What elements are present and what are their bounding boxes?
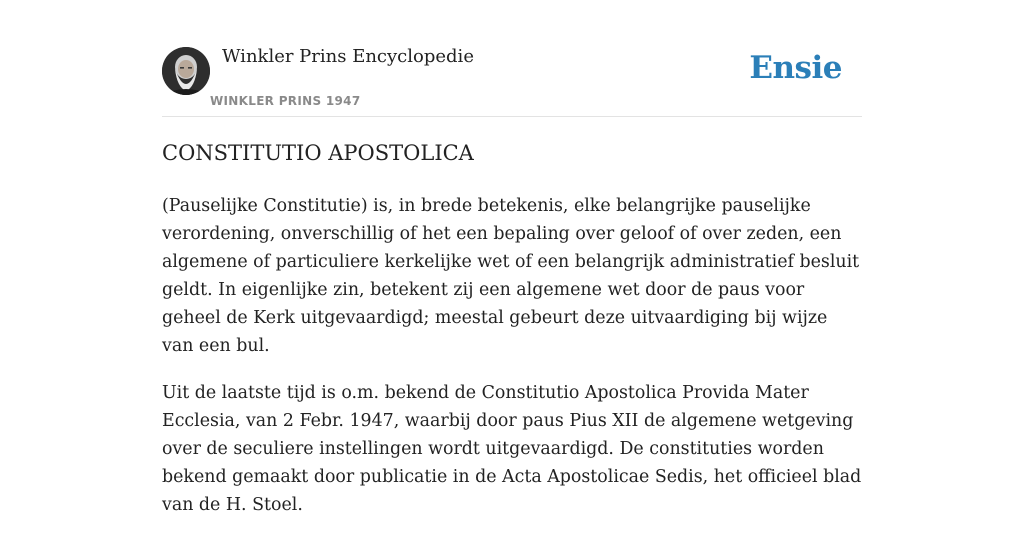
author-portrait-icon	[162, 47, 210, 95]
page	[162, 0, 862, 515]
article-paragraph: Uit de laatste tijd is o.m. bekend de Constitutio Apostolica Provida Mater Ecclesia, van 2 Febr. 1947, waarbij door paus Pius XII de algemene wetgeving over de seculiere instellingen wordt uitgevaardigd. De constituties worden bekend gemaakt door publicatie in de Acta Apostolicae Sedis, het officieel blad van de H. Stoel.	[162, 383, 862, 515]
site-title[interactable]: Winkler Prins Encyclopedie	[222, 46, 474, 67]
brand-logo[interactable]: Ensie	[749, 50, 842, 86]
article-body	[162, 192, 862, 538]
article-paragraph: (Pauselijke Constitutie) is, in brede betekenis, elke belangrijke pauselijke verordening, onverschillig of het een bepaling over geloof of over zeden, een algemene of particuliere kerkelijke wet of een belangrijk administratief besluit geldt. In eigenlijke zin, betekent zij een algemene wet door de paus voor geheel de Kerk uitgevaardigd; meestal gebeurt deze uitvaardiging bij wijze van een bul.	[162, 196, 860, 356]
article-title: CONSTITUTIO APOSTOLICA	[162, 141, 474, 165]
author-avatar[interactable]	[162, 47, 210, 95]
site-header	[162, 0, 862, 117]
site-subtitle[interactable]: WINKLER PRINS 1947	[210, 94, 361, 108]
